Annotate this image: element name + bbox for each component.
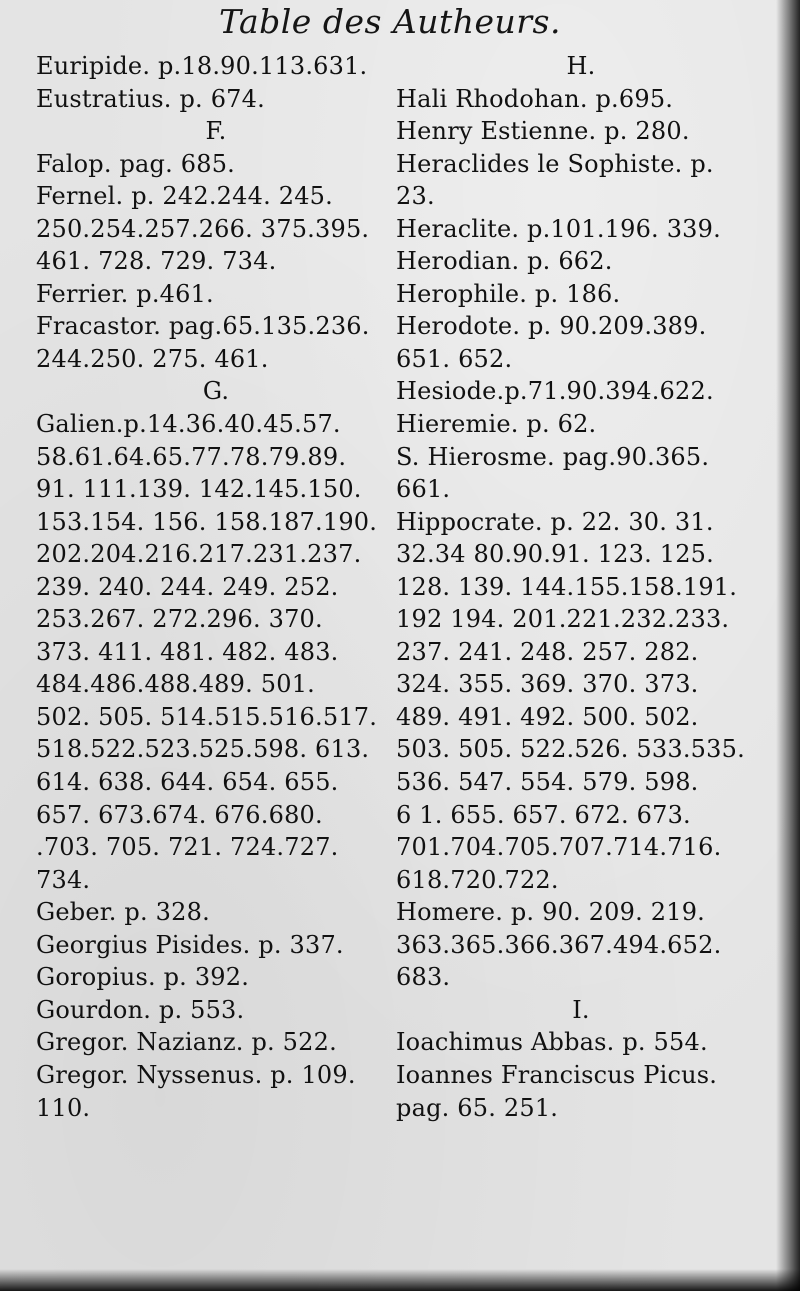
- index-entry: Heraclite. p.101.196. 339.: [396, 214, 721, 243]
- index-entry-continuation: 618.720.722.: [396, 865, 559, 894]
- index-entry: Heraclides le Sophiste. p.: [396, 149, 714, 178]
- index-entry: Ferrier. p.461.: [36, 279, 214, 308]
- index-entry-continuation: 661.: [396, 475, 451, 504]
- index-entry-continuation: 484.486.488.489. 501.: [36, 670, 316, 699]
- index-entry-continuation: 651. 652.: [396, 344, 513, 373]
- index-entry: Galien.p.14.36.40.45.57.: [36, 410, 341, 439]
- index-entry: Ioannes Franciscus Picus.: [396, 1060, 718, 1089]
- index-entry: Fracastor. pag.65.135.236.: [36, 312, 370, 341]
- section-letter-heading: I.: [572, 995, 590, 1024]
- index-entry-continuation: 683.: [396, 963, 451, 992]
- index-entry: Goropius. p. 392.: [36, 963, 250, 992]
- index-entry-continuation: 192 194. 201.221.232.233.: [396, 605, 730, 634]
- index-entry-continuation: 518.522.523.525.598. 613.: [36, 735, 370, 764]
- index-entry: Henry Estienne. p. 280.: [396, 117, 690, 146]
- index-entry: Geber. p. 328.: [36, 898, 210, 927]
- index-entry-continuation: 461. 728. 729. 734.: [36, 247, 277, 276]
- index-entry: Hali Rhodohan. p.695.: [396, 84, 674, 113]
- index-entry-continuation: 373. 411. 481. 482. 483.: [36, 637, 339, 666]
- index-entry: Gourdon. p. 553.: [36, 995, 245, 1024]
- index-entry-continuation: 489. 491. 492. 500. 502.: [396, 702, 699, 731]
- page-bottom-shadow: [0, 1269, 800, 1291]
- index-entry: Gregor. Nyssenus. p. 109.: [36, 1060, 356, 1089]
- index-entry: Hieremie. p. 62.: [396, 410, 597, 439]
- index-entry-continuation: 202.204.216.217.231.237.: [36, 540, 362, 569]
- index-entry: Ioachimus Abbas. p. 554.: [396, 1028, 708, 1057]
- page-title: Table des Autheurs.: [219, 2, 561, 41]
- index-entry-continuation: 32.34 80.90.91. 123. 125.: [396, 540, 714, 569]
- right-column: [396, 50, 766, 1124]
- section-letter-heading: F.: [205, 117, 227, 146]
- index-entry-continuation: .703. 705. 721. 724.727.: [36, 833, 339, 862]
- page-edge-shadow: [776, 0, 800, 1291]
- index-entry-continuation: 701.704.705.707.714.716.: [396, 833, 722, 862]
- index-entry: Herodote. p. 90.209.389.: [396, 312, 707, 341]
- index-entry-continuation: 363.365.366.367.494.652.: [396, 930, 722, 959]
- index-entry: Euripide. p.18.90.113.631.: [36, 52, 368, 80]
- index-entry-continuation: 503. 505. 522.526. 533.535.: [396, 735, 745, 764]
- section-letter-heading: H.: [566, 52, 596, 80]
- index-entry: Herophile. p. 186.: [396, 279, 621, 308]
- index-entry-continuation: 6 1. 655. 657. 672. 673.: [396, 800, 691, 829]
- index-entry-continuation: 91. 111.139. 142.145.150.: [36, 475, 362, 504]
- index-entry-continuation: 58.61.64.65.77.78.79.89.: [36, 442, 347, 471]
- index-entry-continuation: 250.254.257.266. 375.395.: [36, 214, 370, 243]
- index-entry: S. Hierosme. pag.90.365.: [396, 442, 710, 471]
- index-entry-continuation: 153.154. 156. 158.187.190.: [36, 507, 378, 536]
- index-entry-continuation: 614. 638. 644. 654. 655.: [36, 768, 339, 797]
- index-entry-continuation: 128. 139. 144.155.158.191.: [396, 572, 738, 601]
- section-letter-heading: G.: [202, 377, 230, 406]
- index-entry: Herodian. p. 662.: [396, 247, 613, 276]
- index-entry-continuation: 23.: [396, 182, 435, 211]
- index-entry: Hippocrate. p. 22. 30. 31.: [396, 507, 714, 536]
- index-entry-continuation: 324. 355. 369. 370. 373.: [396, 670, 699, 699]
- index-entry: Fernel. p. 242.244. 245.: [36, 182, 333, 211]
- index-entry-continuation: 657. 673.674. 676.680.: [36, 800, 323, 829]
- left-column: [36, 50, 396, 1124]
- index-entry: Homere. p. 90. 209. 219.: [396, 898, 705, 927]
- index-entry: Falop. pag. 685.: [36, 149, 236, 178]
- index-entry-continuation: 110.: [36, 1093, 91, 1122]
- index-entry-continuation: 734.: [36, 865, 91, 894]
- index-entry: Hesiode.p.71.90.394.622.: [396, 377, 714, 406]
- index-entry-continuation: 253.267. 272.296. 370.: [36, 605, 323, 634]
- index-entry-continuation: 536. 547. 554. 579. 598.: [396, 768, 699, 797]
- index-entry: Gregor. Nazianz. p. 522.: [36, 1028, 337, 1057]
- index-entry: Eustratius. p. 674.: [36, 84, 265, 113]
- index-entry-continuation: 239. 240. 244. 249. 252.: [36, 572, 339, 601]
- index-entry: Georgius Pisides. p. 337.: [36, 930, 344, 959]
- index-entry-continuation: 244.250. 275. 461.: [36, 344, 269, 373]
- index-entry-continuation: 237. 241. 248. 257. 282.: [396, 637, 699, 666]
- index-entry-continuation: 502. 505. 514.515.516.517.: [36, 702, 378, 731]
- index-entry-continuation: pag. 65. 251.: [396, 1093, 559, 1122]
